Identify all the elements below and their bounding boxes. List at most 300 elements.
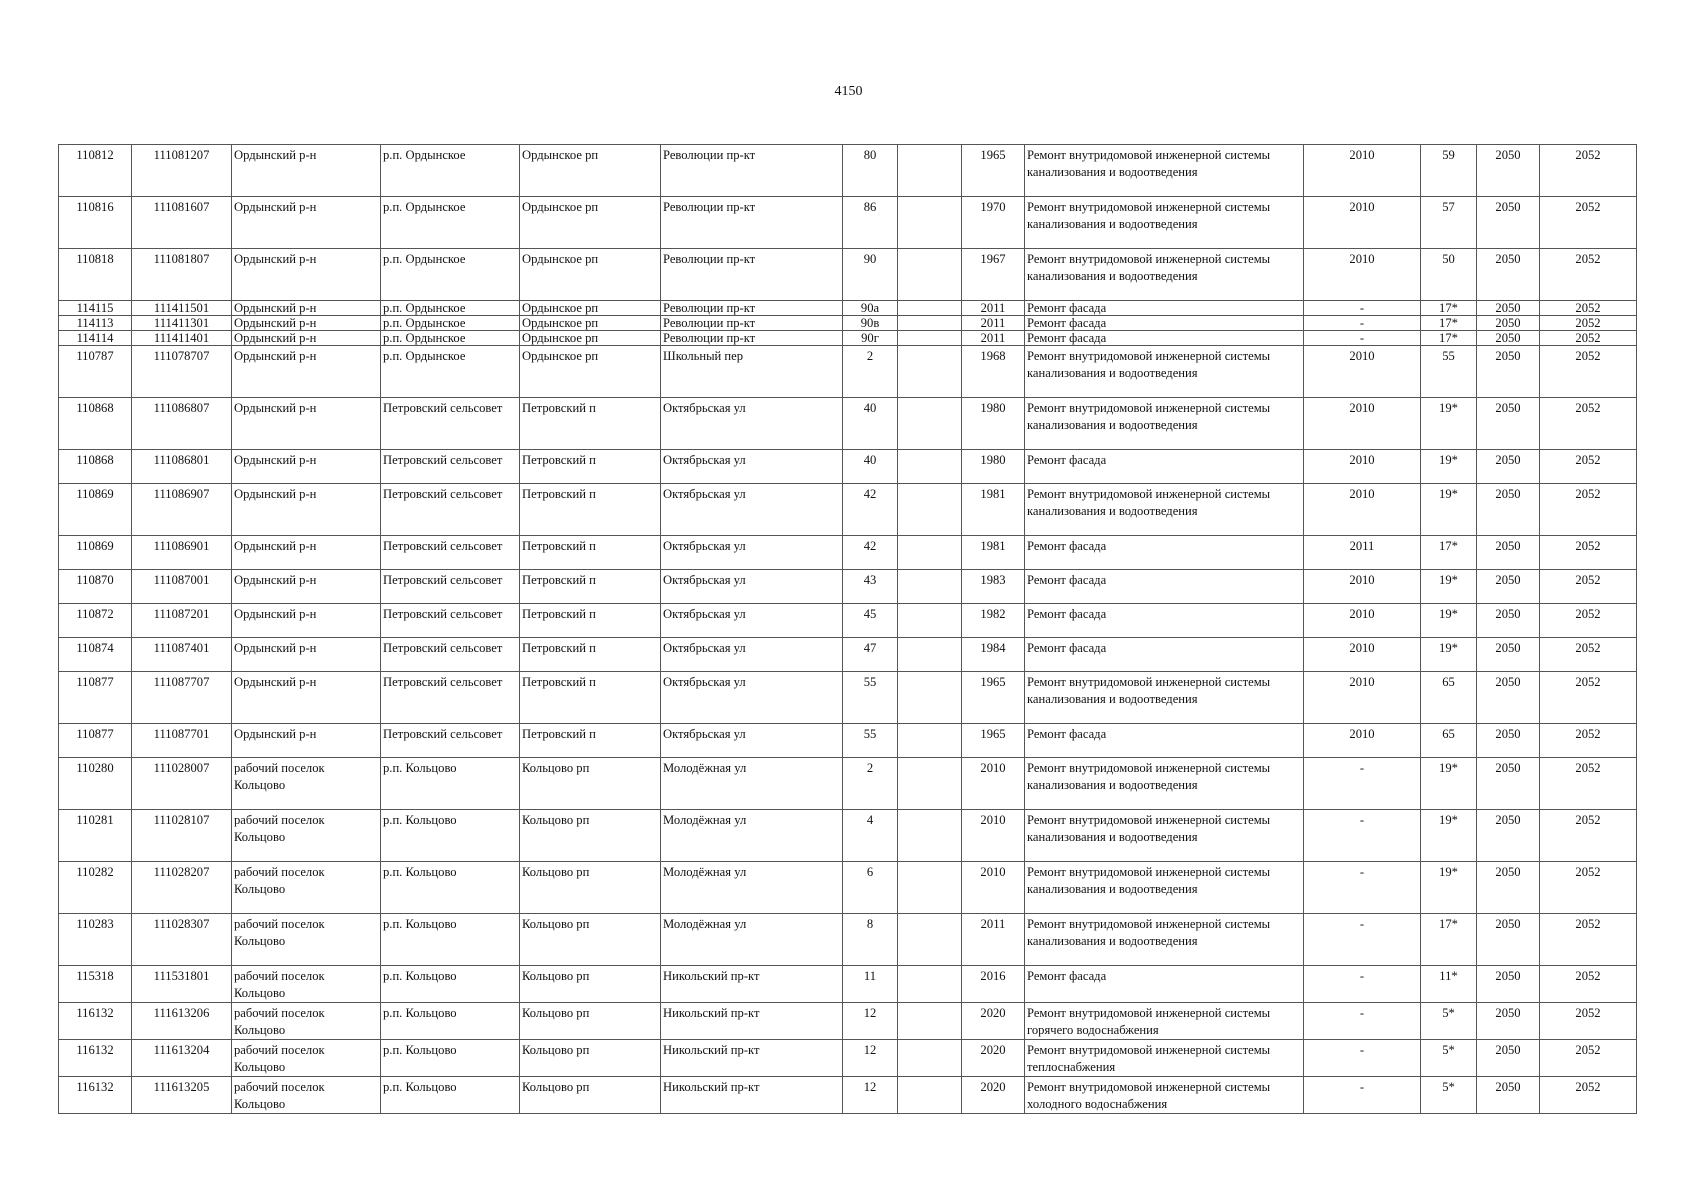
record-code-cell: 111078707 xyxy=(132,346,232,398)
house-number-cell: 42 xyxy=(843,536,898,570)
last-repair-cell: 2010 xyxy=(1304,672,1421,724)
wear-cell: 17* xyxy=(1421,331,1477,346)
table-row xyxy=(59,249,1637,301)
settlement-cell: Петровский сельсовет xyxy=(381,724,520,758)
year-built-cell: 1970 xyxy=(962,197,1025,249)
last-repair-cell: - xyxy=(1304,1077,1421,1114)
district-cell: Ордынский р-н xyxy=(232,604,381,638)
building-id-cell: 110818 xyxy=(59,249,132,301)
street-cell: Октябрьская ул xyxy=(661,450,843,484)
district-cell: Ордынский р-н xyxy=(232,249,381,301)
settlement-cell: р.п. Ордынское xyxy=(381,249,520,301)
plan-end-cell: 2052 xyxy=(1540,331,1637,346)
table-row xyxy=(59,966,1637,1003)
extra-cell xyxy=(898,914,962,966)
plan-start-cell: 2050 xyxy=(1477,484,1540,536)
locality-cell: Петровский п xyxy=(520,398,661,450)
last-repair-cell: - xyxy=(1304,316,1421,331)
building-id-cell: 110874 xyxy=(59,638,132,672)
locality-cell: Ордынское рп xyxy=(520,346,661,398)
building-id-cell: 110281 xyxy=(59,810,132,862)
building-id-cell: 114114 xyxy=(59,331,132,346)
last-repair-cell: - xyxy=(1304,966,1421,1003)
last-repair-cell: 2010 xyxy=(1304,249,1421,301)
house-number-cell: 2 xyxy=(843,346,898,398)
last-repair-cell: 2010 xyxy=(1304,197,1421,249)
settlement-cell: р.п. Кольцово xyxy=(381,862,520,914)
district-cell: Ордынский р-н xyxy=(232,484,381,536)
house-number-cell: 55 xyxy=(843,672,898,724)
extra-cell xyxy=(898,484,962,536)
house-number-cell: 55 xyxy=(843,724,898,758)
extra-cell xyxy=(898,249,962,301)
locality-cell: Ордынское рп xyxy=(520,301,661,316)
building-id-cell: 116132 xyxy=(59,1077,132,1114)
plan-end-cell: 2052 xyxy=(1540,450,1637,484)
district-cell: рабочий поселок Кольцово xyxy=(232,1040,381,1077)
plan-start-cell: 2050 xyxy=(1477,145,1540,197)
year-built-cell: 1983 xyxy=(962,570,1025,604)
last-repair-cell: 2010 xyxy=(1304,638,1421,672)
locality-cell: Ордынское рп xyxy=(520,316,661,331)
record-code-cell: 111081207 xyxy=(132,145,232,197)
plan-end-cell: 2052 xyxy=(1540,1003,1637,1040)
street-cell: Октябрьская ул xyxy=(661,484,843,536)
locality-cell: Ордынское рп xyxy=(520,197,661,249)
building-id-cell: 110816 xyxy=(59,197,132,249)
locality-cell: Кольцово рп xyxy=(520,810,661,862)
settlement-cell: Петровский сельсовет xyxy=(381,570,520,604)
building-id-cell: 110283 xyxy=(59,914,132,966)
wear-cell: 19* xyxy=(1421,398,1477,450)
district-cell: Ордынский р-н xyxy=(232,301,381,316)
last-repair-cell: 2010 xyxy=(1304,398,1421,450)
settlement-cell: Петровский сельсовет xyxy=(381,536,520,570)
district-cell: Ордынский р-н xyxy=(232,536,381,570)
record-code-cell: 111028107 xyxy=(132,810,232,862)
locality-cell: Петровский п xyxy=(520,604,661,638)
locality-cell: Кольцово рп xyxy=(520,1077,661,1114)
house-number-cell: 11 xyxy=(843,966,898,1003)
year-built-cell: 2020 xyxy=(962,1040,1025,1077)
extra-cell xyxy=(898,536,962,570)
extra-cell xyxy=(898,1003,962,1040)
locality-cell: Петровский п xyxy=(520,536,661,570)
plan-end-cell: 2052 xyxy=(1540,724,1637,758)
extra-cell xyxy=(898,1040,962,1077)
house-number-cell: 42 xyxy=(843,484,898,536)
wear-cell: 19* xyxy=(1421,810,1477,862)
settlement-cell: р.п. Кольцово xyxy=(381,1003,520,1040)
work-type-cell: Ремонт фасада xyxy=(1025,638,1304,672)
wear-cell: 17* xyxy=(1421,914,1477,966)
street-cell: Октябрьская ул xyxy=(661,536,843,570)
house-number-cell: 90в xyxy=(843,316,898,331)
street-cell: Никольский пр-кт xyxy=(661,1040,843,1077)
wear-cell: 65 xyxy=(1421,724,1477,758)
house-number-cell: 80 xyxy=(843,145,898,197)
record-code-cell: 111086907 xyxy=(132,484,232,536)
building-id-cell: 110280 xyxy=(59,758,132,810)
year-built-cell: 1984 xyxy=(962,638,1025,672)
district-cell: рабочий поселок Кольцово xyxy=(232,1077,381,1114)
table-row xyxy=(59,724,1637,758)
building-id-cell: 110877 xyxy=(59,672,132,724)
street-cell: Молодёжная ул xyxy=(661,758,843,810)
table-row xyxy=(59,604,1637,638)
street-cell: Революции пр-кт xyxy=(661,249,843,301)
wear-cell: 55 xyxy=(1421,346,1477,398)
extra-cell xyxy=(898,810,962,862)
settlement-cell: р.п. Ордынское xyxy=(381,301,520,316)
record-code-cell: 111086801 xyxy=(132,450,232,484)
locality-cell: Кольцово рп xyxy=(520,914,661,966)
last-repair-cell: 2010 xyxy=(1304,570,1421,604)
settlement-cell: р.п. Кольцово xyxy=(381,914,520,966)
district-cell: рабочий поселок Кольцово xyxy=(232,1003,381,1040)
year-built-cell: 1965 xyxy=(962,672,1025,724)
plan-start-cell: 2050 xyxy=(1477,1040,1540,1077)
locality-cell: Петровский п xyxy=(520,638,661,672)
locality-cell: Ордынское рп xyxy=(520,249,661,301)
house-number-cell: 6 xyxy=(843,862,898,914)
district-cell: рабочий поселок Кольцово xyxy=(232,758,381,810)
settlement-cell: р.п. Кольцово xyxy=(381,1040,520,1077)
settlement-cell: Петровский сельсовет xyxy=(381,398,520,450)
district-cell: рабочий поселок Кольцово xyxy=(232,862,381,914)
street-cell: Молодёжная ул xyxy=(661,810,843,862)
wear-cell: 11* xyxy=(1421,966,1477,1003)
settlement-cell: р.п. Ордынское xyxy=(381,331,520,346)
plan-start-cell: 2050 xyxy=(1477,331,1540,346)
extra-cell xyxy=(898,862,962,914)
district-cell: Ордынский р-н xyxy=(232,450,381,484)
wear-cell: 50 xyxy=(1421,249,1477,301)
plan-start-cell: 2050 xyxy=(1477,450,1540,484)
record-code-cell: 111411301 xyxy=(132,316,232,331)
work-type-cell: Ремонт внутридомовой инженерной системы канализования и водоотведения xyxy=(1025,862,1304,914)
plan-start-cell: 2050 xyxy=(1477,316,1540,331)
table-row xyxy=(59,638,1637,672)
locality-cell: Петровский п xyxy=(520,672,661,724)
table-row xyxy=(59,450,1637,484)
settlement-cell: р.п. Ордынское xyxy=(381,145,520,197)
plan-end-cell: 2052 xyxy=(1540,672,1637,724)
table-row xyxy=(59,810,1637,862)
work-type-cell: Ремонт внутридомовой инженерной системы канализования и водоотведения xyxy=(1025,810,1304,862)
year-built-cell: 2016 xyxy=(962,966,1025,1003)
wear-cell: 5* xyxy=(1421,1040,1477,1077)
extra-cell xyxy=(898,638,962,672)
house-number-cell: 2 xyxy=(843,758,898,810)
district-cell: Ордынский р-н xyxy=(232,331,381,346)
table-row xyxy=(59,1077,1637,1114)
plan-end-cell: 2052 xyxy=(1540,197,1637,249)
plan-end-cell: 2052 xyxy=(1540,249,1637,301)
plan-start-cell: 2050 xyxy=(1477,249,1540,301)
extra-cell xyxy=(898,604,962,638)
wear-cell: 19* xyxy=(1421,570,1477,604)
extra-cell xyxy=(898,966,962,1003)
plan-start-cell: 2050 xyxy=(1477,197,1540,249)
table-row xyxy=(59,536,1637,570)
plan-start-cell: 2050 xyxy=(1477,570,1540,604)
record-code-cell: 111028007 xyxy=(132,758,232,810)
work-type-cell: Ремонт фасада xyxy=(1025,966,1304,1003)
house-number-cell: 47 xyxy=(843,638,898,672)
plan-end-cell: 2052 xyxy=(1540,398,1637,450)
last-repair-cell: - xyxy=(1304,1003,1421,1040)
street-cell: Революции пр-кт xyxy=(661,145,843,197)
district-cell: Ордынский р-н xyxy=(232,346,381,398)
table-row xyxy=(59,197,1637,249)
street-cell: Школьный пер xyxy=(661,346,843,398)
work-type-cell: Ремонт внутридомовой инженерной системы канализования и водоотведения xyxy=(1025,914,1304,966)
plan-start-cell: 2050 xyxy=(1477,536,1540,570)
year-built-cell: 1968 xyxy=(962,346,1025,398)
street-cell: Никольский пр-кт xyxy=(661,1003,843,1040)
table-row xyxy=(59,331,1637,346)
work-type-cell: Ремонт фасада xyxy=(1025,604,1304,638)
record-code-cell: 111613206 xyxy=(132,1003,232,1040)
plan-end-cell: 2052 xyxy=(1540,862,1637,914)
plan-start-cell: 2050 xyxy=(1477,758,1540,810)
last-repair-cell: - xyxy=(1304,758,1421,810)
extra-cell xyxy=(898,450,962,484)
house-number-cell: 40 xyxy=(843,398,898,450)
plan-end-cell: 2052 xyxy=(1540,484,1637,536)
last-repair-cell: - xyxy=(1304,301,1421,316)
house-number-cell: 40 xyxy=(843,450,898,484)
year-built-cell: 1965 xyxy=(962,724,1025,758)
street-cell: Молодёжная ул xyxy=(661,862,843,914)
street-cell: Революции пр-кт xyxy=(661,331,843,346)
street-cell: Октябрьская ул xyxy=(661,398,843,450)
wear-cell: 17* xyxy=(1421,536,1477,570)
last-repair-cell: 2010 xyxy=(1304,604,1421,638)
record-code-cell: 111411501 xyxy=(132,301,232,316)
district-cell: Ордынский р-н xyxy=(232,398,381,450)
building-id-cell: 110870 xyxy=(59,570,132,604)
building-id-cell: 115318 xyxy=(59,966,132,1003)
building-id-cell: 110869 xyxy=(59,484,132,536)
district-cell: Ордынский р-н xyxy=(232,724,381,758)
wear-cell: 17* xyxy=(1421,316,1477,331)
street-cell: Октябрьская ул xyxy=(661,724,843,758)
locality-cell: Петровский п xyxy=(520,484,661,536)
house-number-cell: 12 xyxy=(843,1077,898,1114)
record-code-cell: 111081607 xyxy=(132,197,232,249)
last-repair-cell: - xyxy=(1304,1040,1421,1077)
plan-start-cell: 2050 xyxy=(1477,914,1540,966)
wear-cell: 5* xyxy=(1421,1077,1477,1114)
street-cell: Никольский пр-кт xyxy=(661,966,843,1003)
plan-end-cell: 2052 xyxy=(1540,810,1637,862)
record-code-cell: 111028307 xyxy=(132,914,232,966)
year-built-cell: 2011 xyxy=(962,914,1025,966)
extra-cell xyxy=(898,758,962,810)
building-id-cell: 110877 xyxy=(59,724,132,758)
work-type-cell: Ремонт внутридомовой инженерной системы канализования и водоотведения xyxy=(1025,672,1304,724)
locality-cell: Петровский п xyxy=(520,570,661,604)
plan-end-cell: 2052 xyxy=(1540,1077,1637,1114)
house-number-cell: 45 xyxy=(843,604,898,638)
table-row xyxy=(59,570,1637,604)
work-type-cell: Ремонт внутридомовой инженерной системы канализования и водоотведения xyxy=(1025,346,1304,398)
extra-cell xyxy=(898,145,962,197)
settlement-cell: Петровский сельсовет xyxy=(381,638,520,672)
table-row xyxy=(59,301,1637,316)
record-code-cell: 111411401 xyxy=(132,331,232,346)
wear-cell: 19* xyxy=(1421,450,1477,484)
wear-cell: 59 xyxy=(1421,145,1477,197)
table-row xyxy=(59,1040,1637,1077)
extra-cell xyxy=(898,398,962,450)
extra-cell xyxy=(898,1077,962,1114)
plan-end-cell: 2052 xyxy=(1540,145,1637,197)
plan-end-cell: 2052 xyxy=(1540,758,1637,810)
year-built-cell: 2011 xyxy=(962,331,1025,346)
building-id-cell: 110282 xyxy=(59,862,132,914)
record-code-cell: 111087001 xyxy=(132,570,232,604)
district-cell: Ордынский р-н xyxy=(232,316,381,331)
locality-cell: Кольцово рп xyxy=(520,862,661,914)
extra-cell xyxy=(898,316,962,331)
plan-start-cell: 2050 xyxy=(1477,638,1540,672)
wear-cell: 65 xyxy=(1421,672,1477,724)
locality-cell: Кольцово рп xyxy=(520,966,661,1003)
table-body xyxy=(59,145,1637,1114)
extra-cell xyxy=(898,331,962,346)
table-row xyxy=(59,484,1637,536)
building-id-cell: 110869 xyxy=(59,536,132,570)
extra-cell xyxy=(898,570,962,604)
plan-end-cell: 2052 xyxy=(1540,638,1637,672)
work-type-cell: Ремонт внутридомовой инженерной системы канализования и водоотведения xyxy=(1025,398,1304,450)
extra-cell xyxy=(898,346,962,398)
record-code-cell: 111087201 xyxy=(132,604,232,638)
table-row xyxy=(59,145,1637,197)
work-type-cell: Ремонт фасада xyxy=(1025,570,1304,604)
plan-end-cell: 2052 xyxy=(1540,316,1637,331)
street-cell: Никольский пр-кт xyxy=(661,1077,843,1114)
plan-end-cell: 2052 xyxy=(1540,536,1637,570)
year-built-cell: 1981 xyxy=(962,536,1025,570)
locality-cell: Кольцово рп xyxy=(520,1040,661,1077)
locality-cell: Петровский п xyxy=(520,724,661,758)
building-id-cell: 116132 xyxy=(59,1003,132,1040)
wear-cell: 17* xyxy=(1421,301,1477,316)
plan-start-cell: 2050 xyxy=(1477,398,1540,450)
work-type-cell: Ремонт внутридомовой инженерной системы канализования и водоотведения xyxy=(1025,249,1304,301)
record-code-cell: 111087707 xyxy=(132,672,232,724)
work-type-cell: Ремонт внутридомовой инженерной системы канализования и водоотведения xyxy=(1025,197,1304,249)
street-cell: Революции пр-кт xyxy=(661,301,843,316)
house-number-cell: 90 xyxy=(843,249,898,301)
plan-start-cell: 2050 xyxy=(1477,966,1540,1003)
extra-cell xyxy=(898,197,962,249)
plan-end-cell: 2052 xyxy=(1540,966,1637,1003)
settlement-cell: р.п. Кольцово xyxy=(381,810,520,862)
table-row xyxy=(59,1003,1637,1040)
plan-start-cell: 2050 xyxy=(1477,604,1540,638)
extra-cell xyxy=(898,724,962,758)
record-code-cell: 111086901 xyxy=(132,536,232,570)
last-repair-cell: 2010 xyxy=(1304,346,1421,398)
district-cell: Ордынский р-н xyxy=(232,638,381,672)
street-cell: Октябрьская ул xyxy=(661,638,843,672)
plan-start-cell: 2050 xyxy=(1477,346,1540,398)
year-built-cell: 1982 xyxy=(962,604,1025,638)
house-number-cell: 90г xyxy=(843,331,898,346)
wear-cell: 57 xyxy=(1421,197,1477,249)
settlement-cell: Петровский сельсовет xyxy=(381,484,520,536)
record-code-cell: 111613205 xyxy=(132,1077,232,1114)
last-repair-cell: 2011 xyxy=(1304,536,1421,570)
last-repair-cell: - xyxy=(1304,914,1421,966)
year-built-cell: 1967 xyxy=(962,249,1025,301)
plan-end-cell: 2052 xyxy=(1540,1040,1637,1077)
street-cell: Октябрьская ул xyxy=(661,604,843,638)
work-type-cell: Ремонт внутридомовой инженерной системы холодного водоснабжения xyxy=(1025,1077,1304,1114)
district-cell: рабочий поселок Кольцово xyxy=(232,966,381,1003)
table-row xyxy=(59,862,1637,914)
work-type-cell: Ремонт фасада xyxy=(1025,301,1304,316)
table-row xyxy=(59,346,1637,398)
district-cell: рабочий поселок Кольцово xyxy=(232,914,381,966)
record-code-cell: 111081807 xyxy=(132,249,232,301)
wear-cell: 19* xyxy=(1421,758,1477,810)
plan-start-cell: 2050 xyxy=(1477,301,1540,316)
last-repair-cell: - xyxy=(1304,810,1421,862)
house-number-cell: 12 xyxy=(843,1040,898,1077)
building-id-cell: 114113 xyxy=(59,316,132,331)
street-cell: Революции пр-кт xyxy=(661,316,843,331)
last-repair-cell: - xyxy=(1304,862,1421,914)
settlement-cell: Петровский сельсовет xyxy=(381,604,520,638)
work-type-cell: Ремонт внутридомовой инженерной системы канализования и водоотведения xyxy=(1025,484,1304,536)
extra-cell xyxy=(898,672,962,724)
last-repair-cell: 2010 xyxy=(1304,450,1421,484)
record-code-cell: 111086807 xyxy=(132,398,232,450)
plan-end-cell: 2052 xyxy=(1540,301,1637,316)
building-id-cell: 110868 xyxy=(59,398,132,450)
plan-start-cell: 2050 xyxy=(1477,672,1540,724)
last-repair-cell: 2010 xyxy=(1304,484,1421,536)
house-number-cell: 12 xyxy=(843,1003,898,1040)
house-number-cell: 90а xyxy=(843,301,898,316)
wear-cell: 19* xyxy=(1421,604,1477,638)
work-type-cell: Ремонт фасада xyxy=(1025,331,1304,346)
registry-table xyxy=(58,144,1637,1114)
building-id-cell: 110868 xyxy=(59,450,132,484)
record-code-cell: 111613204 xyxy=(132,1040,232,1077)
work-type-cell: Ремонт фасада xyxy=(1025,450,1304,484)
last-repair-cell: 2010 xyxy=(1304,724,1421,758)
year-built-cell: 1981 xyxy=(962,484,1025,536)
table-row xyxy=(59,398,1637,450)
wear-cell: 19* xyxy=(1421,638,1477,672)
last-repair-cell: 2010 xyxy=(1304,145,1421,197)
year-built-cell: 2020 xyxy=(962,1003,1025,1040)
work-type-cell: Ремонт внутридомовой инженерной системы канализования и водоотведения xyxy=(1025,145,1304,197)
table-row xyxy=(59,758,1637,810)
plan-end-cell: 2052 xyxy=(1540,604,1637,638)
locality-cell: Ордынское рп xyxy=(520,145,661,197)
work-type-cell: Ремонт фасада xyxy=(1025,536,1304,570)
district-cell: Ордынский р-н xyxy=(232,145,381,197)
house-number-cell: 86 xyxy=(843,197,898,249)
